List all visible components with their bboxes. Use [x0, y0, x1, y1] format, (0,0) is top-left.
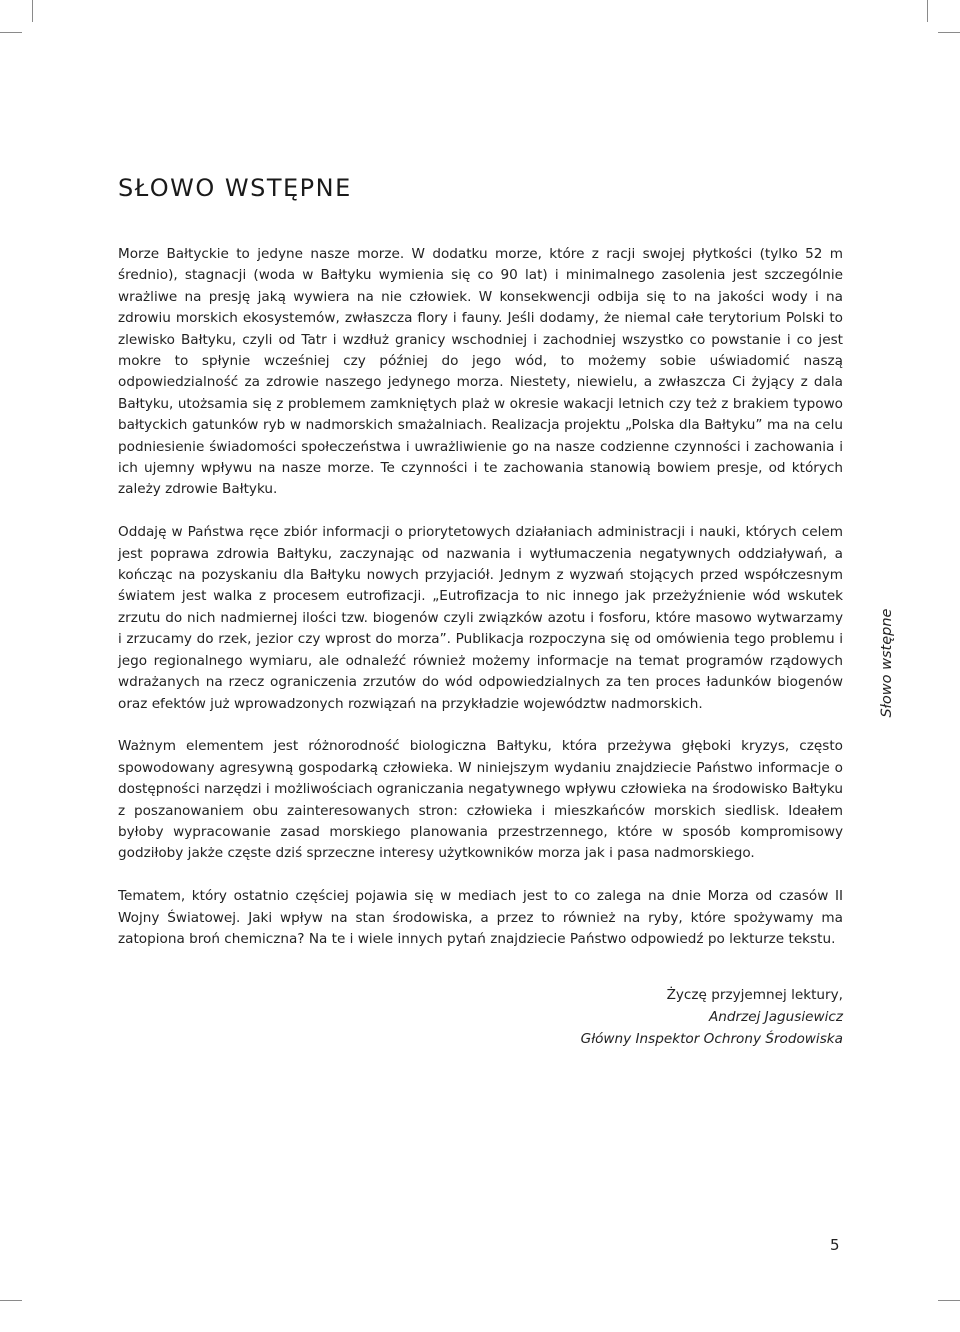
signature-name: Andrzej Jagusiewicz: [708, 1009, 843, 1025]
side-section-label-text: Słowo wstępne: [879, 608, 895, 718]
crop-mark-top-right-vertical: [927, 0, 928, 22]
signature-greeting: Życzę przyjemnej lektury,: [666, 987, 843, 1003]
side-section-label: [875, 607, 899, 719]
signature-block: [581, 984, 843, 1050]
crop-mark-bottom-right: [938, 1300, 960, 1301]
body-text: [118, 244, 843, 950]
crop-mark-top-left-horizontal: [0, 32, 22, 33]
crop-mark-bottom-left: [0, 1300, 22, 1301]
crop-mark-top-right-horizontal: [938, 32, 960, 33]
crop-mark-top-left-vertical: [32, 0, 33, 22]
signature-role: Główny Inspektor Ochrony Środowiska: [580, 1031, 843, 1047]
paragraph-2: Oddaję w Państwa ręce zbiór informacji o priorytetowych działaniach administracji i nauki, których celem jest poprawa zdrowia Bałtyku, zaczynając od nazwania i wytłumaczenia negatywnych oddziaływań, a kończąc na pozyskaniu dla Bałtyku nowych przyjaciół. Jednym z wyzwań stojących przed współczesnym światem jest walka z procesem eutrofizacji. „Eutrofizacja to nic innego jak przeżyźnienie wód wskutek zrzutu do nich nadmiernej ilości tzw. biogenów czyli związków azotu i fosforu, które masowo wytwarzamy i zrzucamy do rzek, jezior czy wprost do morza”. Publikacja rozpoczyna się od omówienia tego problemu i jego regionalnego wymiaru, ale odnaleźć również możemy informacje na temat programów rządowych wdrażanych na rzecz ograniczenia zrzutów do wód odpowiedzialnych za ten proces ładunków biogenów oraz efektów już wprowadzonych rozwiązań na przykładzie województw nadmorskich.: [118, 524, 843, 712]
paragraph-3: Ważnym elementem jest różnorodność biologiczna Bałtyku, która przeżywa głęboki kryzys, często spowodowany agresywną gospodarką człowieka. W niniejszym wydaniu znajdziecie Państwo informacje o dostępności narzędzi i możliwościach ograniczania negatywnego wpływu człowieka na środowisko Bałtyku z poszanowaniem obu zainteresowanych stron: człowieka i mieszkańców morskich siedlisk. Ideałem byłoby wypracowanie zasad morskiego planowania przestrzennego, które w sposób kompromisowy godziłoby jakże częste dziś sprzeczne interesy użytkowników morza jak i pasa nadmorskiego.: [118, 738, 843, 862]
page-number: 5: [830, 1236, 840, 1254]
paragraph-4: Tematem, który ostatnio częściej pojawia się w mediach jest to co zalega na dnie Morza od czasów II Wojny Światowej. Jaki wpływ na stan środowiska, a przez to również na ryby, które spożywamy ma zatopiona broń chemiczna? Na te i wiele innych pytań znajdziecie Państwo odpowiedź po lekturze tekstu.: [118, 888, 843, 947]
paragraph-1: Morze Bałtyckie to jedyne nasze morze. W dodatku morze, które z racji swojej płytkości (tylko 52 m średnio), stagnacji (woda w Bałtyku wymienia się co 90 lat) i minimalnego zasolenia jest szczególnie wrażliwe na presję jaką wywiera na nie człowiek. W konsekwencji odbija się to na jakości wody i na zdrowiu morskich ekosystemów, zwłaszcza flory i fauny. Jeśli dodamy, że niemal całe terytorium Polski to zlewisko Bałtyku, czyli od Tatr i wzdłuż granicy wschodniej i zachodniej wszystko co powstanie i co jest mokre to spłynie wcześniej czy później do jego wód, to możemy sobie uświadomić naszą odpowiedzialność za zdrowie naszego jedynego morza. Niestety, niewielu, a zwłaszcza Ci żyjący z dala Bałtyku, utożsamia się z problemem zamkniętych plaż w okresie wakacji letnich czy też z brakiem typowo bałtyckich gatunków ryb w nadmorskich smażalniach. Realizacja projektu „Polska dla Bałtyku” ma na celu podniesienie świadomości społeczeństwa i uwrażliwienie go na nasze codzienne czynności i zachowania i ich ujemny wpływu na nasze morze. Te czynności i te zachowania stanowią bowiem presje, od których zależy zdrowie Bałtyku.: [118, 246, 843, 498]
page-title: SŁOWO WSTĘPNE: [118, 174, 352, 202]
